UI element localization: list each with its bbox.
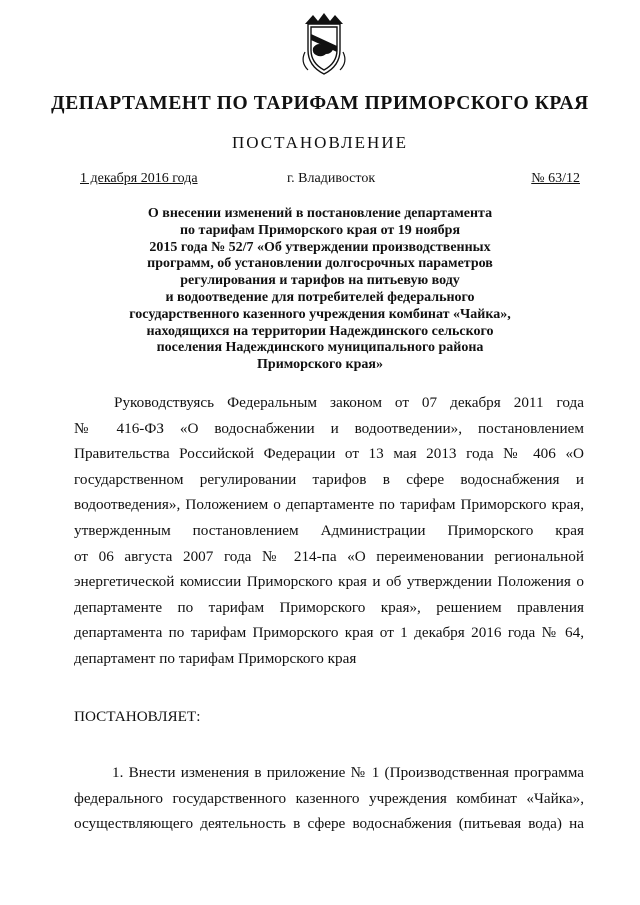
paragraph-line: от 06 августа 2007 года № 214-па «О переименовании региональной	[74, 547, 584, 565]
subject-line: регулирования и тарифов на питьевую воду	[180, 273, 460, 289]
paragraph-line: № 416-ФЗ «О водоснабжении и водоотведении», постановлением	[74, 419, 584, 437]
paragraph-line: Правительства Российской Федерации от 13 мая 2013 года № 406 «О	[74, 445, 584, 463]
subject-line: 2015 года № 52/7 «Об утверждении производственных	[149, 239, 491, 255]
preamble-paragraph	[74, 390, 584, 672]
document-date: 1 декабря 2016 года	[80, 171, 198, 186]
paragraph-line: осуществляющего деятельность в сфере водоснабжения (питьевая вода) на	[74, 815, 584, 833]
paragraph-line: утвержденным постановлением Администрации Приморского края	[74, 521, 584, 539]
subject-line: Приморского края»	[257, 357, 383, 373]
paragraph-line: департамента по тарифам Приморского края от 1 декабря 2016 года № 64,	[74, 624, 584, 642]
paragraph-line: департамент по тарифам Приморского края	[74, 649, 357, 667]
subject-line: по тарифам Приморского края от 19 ноября	[179, 222, 461, 238]
document-city: г. Владивосток	[287, 171, 376, 186]
document-type: ПОСТАНОВЛЕНИЕ	[231, 133, 408, 152]
subject-line: государственного казенного учреждения комбинат «Чайка»,	[129, 306, 511, 322]
subject-line: О внесении изменений в постановление департамента	[147, 206, 493, 221]
paragraph-line: энергетической комиссии Приморского края и об утверждении Положения о	[74, 573, 584, 591]
coat-of-arms-icon	[295, 12, 353, 78]
document-subject	[70, 206, 570, 374]
paragraph-line: департаменте по тарифам Приморского края», решением правления	[74, 598, 584, 616]
document-number: № 63/12	[531, 171, 580, 186]
paragraph-line: водоотведения», Положением о департаменте по тарифам Приморского края,	[74, 496, 584, 514]
paragraph-line: государственном регулировании тарифов в сфере водоснабжения и	[74, 470, 584, 488]
paragraph-line: Руководствуясь Федеральным законом от 07 декабря 2011 года	[114, 394, 584, 411]
paragraph-line: федерального государственного казенного учреждения комбинат «Чайка»,	[74, 789, 584, 807]
resolve-heading: ПОСТАНОВЛЯЕТ:	[74, 708, 201, 725]
department-title: ДЕПАРТАМЕНТ ПО ТАРИФАМ ПРИМОРСКОГО КРАЯ	[51, 93, 589, 114]
subject-line: поселения Надеждинского муниципального района	[156, 340, 484, 356]
subject-line: находящихся на территории Надеждинского сельского	[146, 323, 494, 339]
paragraph-line: 1. Внести изменения в приложение № 1 (Производственная программа	[112, 764, 584, 781]
subject-line: и водоотведение для потребителей федерального	[165, 289, 475, 305]
subject-line: программ, об установлении долгосрочных параметров	[147, 256, 493, 272]
item-1-paragraph	[74, 760, 584, 837]
